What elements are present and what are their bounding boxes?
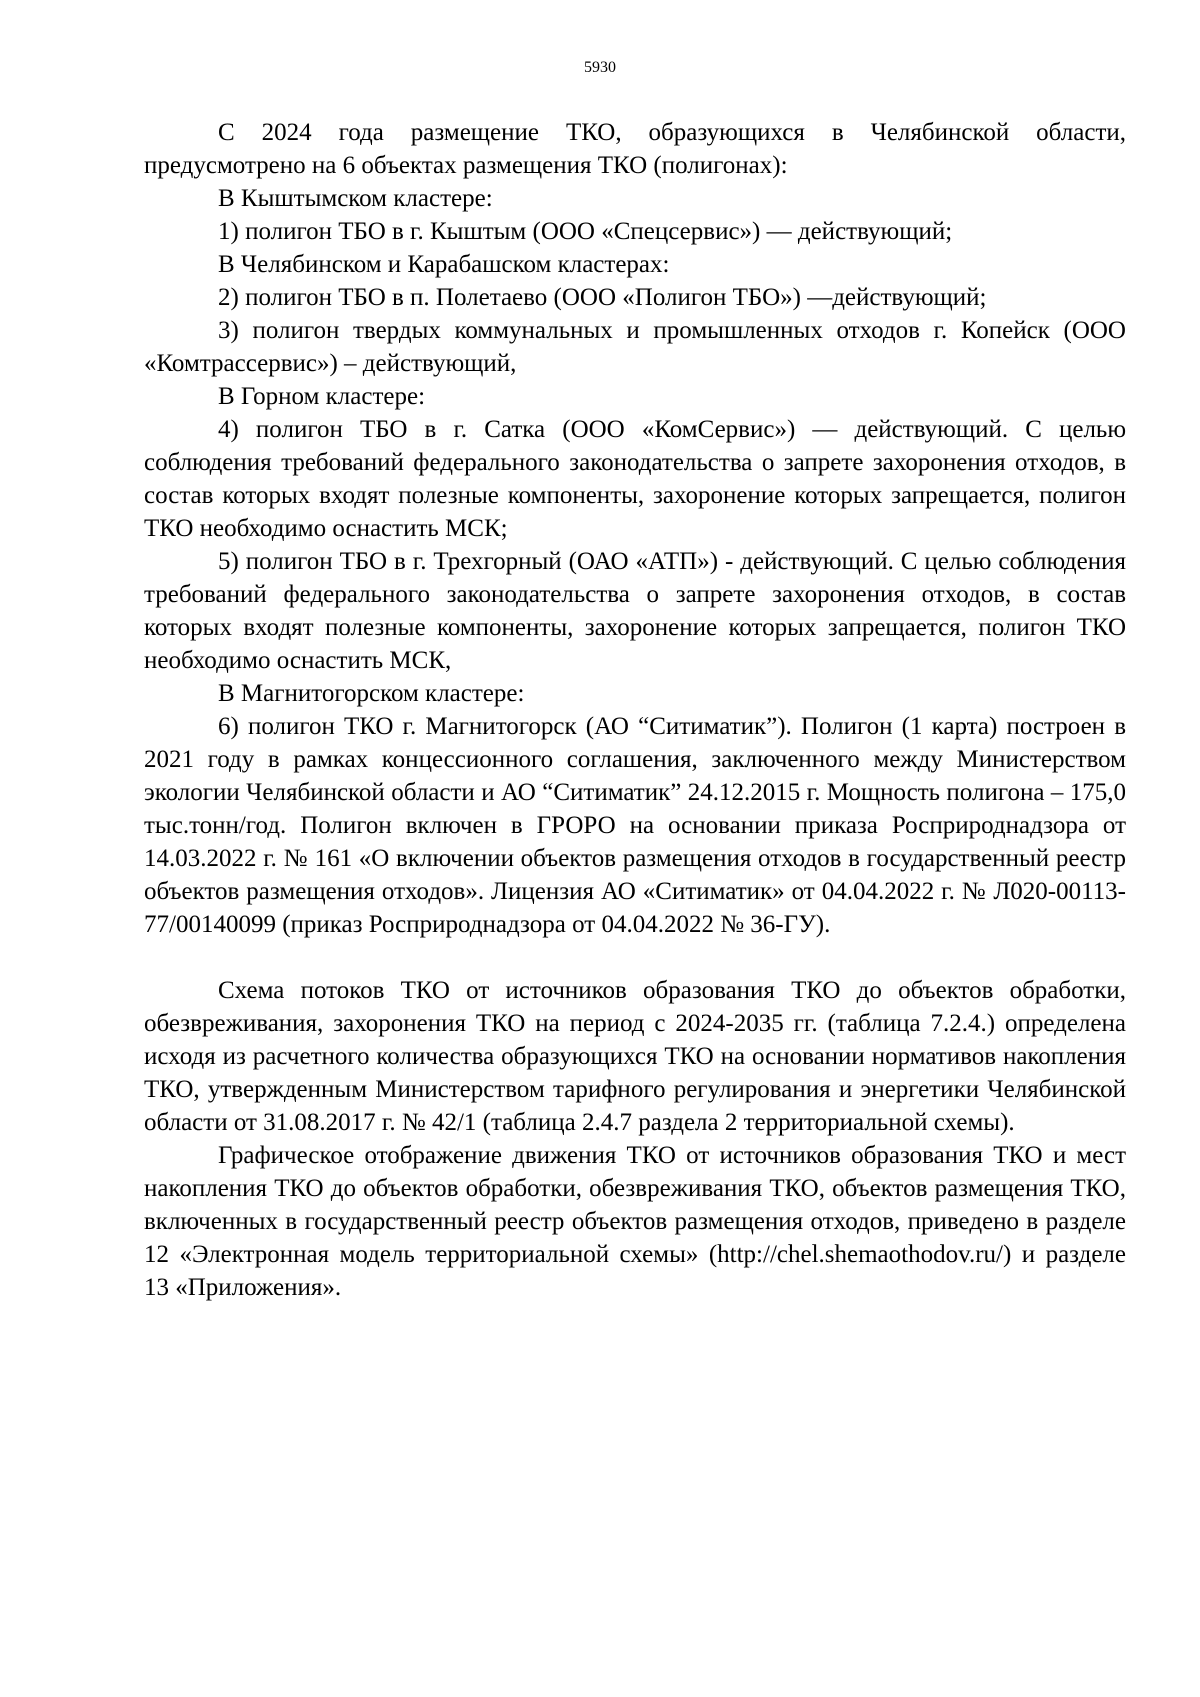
paragraph-item-1: 1) полигон ТБО в г. Кыштым (ООО «Спецсервис») — действующий; xyxy=(218,218,953,245)
paragraph-chelyabinsk-cluster: В Челябинском и Карабашском кластерах: xyxy=(218,251,670,278)
paragraph-gorny-cluster: В Горном кластере: xyxy=(218,383,426,410)
page-number: 5930 xyxy=(584,59,616,76)
paragraph-item-5: 5) полигон ТБО в г. Трехгорный (ОАО «АТП») - действующий. С целью соблюдения требований федерального законодательства о запрете захоронения отходов, в состав которых входят полезные компоненты, захоронение которых запрещается, полигон ТКО необходимо оснастить МСК, xyxy=(144,548,1126,674)
paragraph-flow-scheme: Схема потоков ТКО от источников образования ТКО до объектов обработки, обезвреживания, захоронения ТКО на период с 2024-2035 гг. (таблица 7.2.4.) определена исходя из расчетного количества образующихся ТКО на основании нормативов накопления ТКО, утвержденным Министерством тарифного регулирования и энергетики Челябинской области от 31.08.2017 г. № 42/1 (таблица 2.4.7 раздела 2 территориальной схемы). xyxy=(144,977,1126,1136)
paragraph-item-3: 3) полигон твердых коммунальных и промышленных отходов г. Копейск (ООО «Комтрассервис») – действующий, xyxy=(144,317,1126,377)
paragraph-item-2: 2) полигон ТБО в п. Полетаево (ООО «Полигон ТБО») —действующий; xyxy=(218,284,987,311)
paragraph-magnitogorsk-cluster: В Магнитогорском кластере: xyxy=(218,680,525,707)
paragraph-item-4: 4) полигон ТБО в г. Сатка (ООО «КомСервис») — действующий. С целью соблюдения требований федерального законодательства о запрете захоронения отходов, в состав которых входят полезные компоненты, захоронение которых запрещается, полигон ТКО необходимо оснастить МСК; xyxy=(144,416,1126,542)
document-body xyxy=(144,116,1126,1304)
paragraph-graphic-display: Графическое отображение движения ТКО от источников образования ТКО и мест накопления ТКО до объектов обработки, обезвреживания ТКО, объектов размещения ТКО, включенных в государственный реестр объектов размещения отходов, приведено в разделе 12 «Электронная модель территориальной схемы» (http://chel.shemaothodov.ru/) и разделе 13 «Приложения». xyxy=(144,1142,1126,1301)
paragraph-intro: С 2024 года размещение ТКО, образующихся в Челябинской области, предусмотрено на 6 объектах размещения ТКО (полигонах): xyxy=(144,119,1126,179)
paragraph-kyshtym-cluster: В Кыштымском кластере: xyxy=(218,185,493,212)
paragraph-item-6: 6) полигон ТКО г. Магнитогорск (АО “Ситиматик”). Полигон (1 карта) построен в 2021 году в рамках концессионного соглашения, заключенного между Министерством экологии Челябинской области и АО “Ситиматик” 24.12.2015 г. Мощность полигона – 175,0 тыс.тонн/год. Полигон включен в ГРОРО на основании приказа Росприроднадзора от 14.03.2022 г. № 161 «О включении объектов размещения отходов в государственный реестр объектов размещения отходов». Лицензия АО «Ситиматик» от 04.04.2022 г. № Л020-00113-77/00140099 (приказ Росприроднадзора от 04.04.2022 № 36-ГУ). xyxy=(144,713,1126,938)
